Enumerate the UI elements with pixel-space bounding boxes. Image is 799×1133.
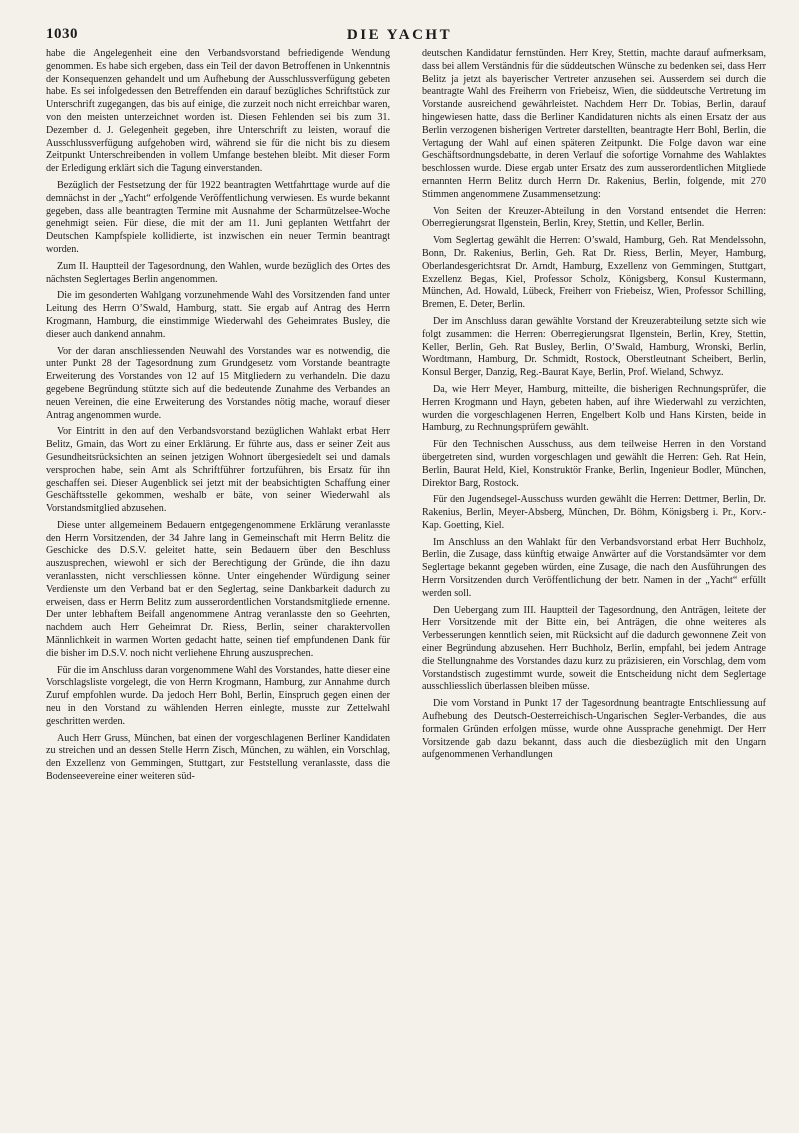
paragraph: Vom Seglertag gewählt die Herren: O’swald, Hamburg, Geh. Rat Mendelssohn, Bonn, Dr. Rakenius, Berlin, Geh. Rat Dr. Riess, Berlin, Meyer, Hamburg, Oberlandesgerichtsrat Dr. Arndt, Hamburg, Exzellenz von Gemmingen, Stuttgart, Exzellenz Begas, Kiel, Professor Scholz, Königsberg, Konsul Kustermann, München, Ad. Howald, Lübeck, Freiherr von Friebeisz, Wien, Professor Schilling, Bremen, E. Deter, Berlin. [422, 235, 766, 311]
paragraph: Die im gesonderten Wahlgang vorzunehmende Wahl des Vorsitzenden fand unter Leitung des Herrn O’Swald, Hamburg, statt. Sie ergab auf Antrag des Herrn Krogmann, Hamburg, die einstimmige Wiederwahl des Geheimrates Busley, die dieser auch dankend annahm. [46, 290, 390, 340]
text-columns [46, 48, 766, 1116]
left-column [46, 48, 390, 1116]
paragraph: Für den Jugendsegel-Ausschuss wurden gewählt die Herren: Dettmer, Berlin, Dr. Rakenius, Berlin, Meyer-Absberg, München, Dr. Böhm, Königsberg i. Pr., Korv.-Kap. Goetting, Kiel. [422, 494, 766, 531]
paragraph: Da, wie Herr Meyer, Hamburg, mitteilte, die bisherigen Rechnungsprüfer, die Herren Krogmann und Hayn, gebeten haben, auf ihre Wiederwahl zu verzichten, wurden die vorgeschlagenen Herren, Engelbert Kolb und Hans Kirsten, beide in Hamburg, zu Rechnungsprüfern gewählt. [422, 383, 766, 434]
paragraph: Vor Eintritt in den auf den Verbandsvorstand bezüglichen Wahlakt erbat Herr Belitz, Gmain, das Wort zu einer Erklärung. Er führte aus, dass er seiner Zeit aus Gesundheitsrücksichten an seinen jetzigen Wohnort übergesiedelt sei und damals versprochen habe, sein Amt als Schriftführer fortzuführen, bis Ersatz für ihn geschaffen sei. Dieser Augenblick sei jetzt mit der beabsichtigten Schaffung einer Geschäftsstelle gekommen, weshalb er bäte, von seiner Wiederwahl als Vorstandsmitglied abzusehen. [46, 426, 390, 515]
paragraph: Vor der daran anschliessenden Neuwahl des Vorstandes war es notwendig, die unter Punkt 28 der Tagesordnung zum Grundgesetz vom Vorstande beantragte Erweiterung des Vorstandes von 12 auf 15 Mitgliedern zu verhandeln. Die dazu gegebene Begründung stützte sich auf die bedeutende Zunahme des Verbandes an neuen Vereinen, die eine Erweiterung des Vorstandes nötig mache, worauf dieser Antrag angenommen wurde. [46, 345, 390, 421]
paragraph: Bezüglich der Festsetzung der für 1922 beantragten Wettfahrttage wurde auf die demnächst in der „Yacht“ erfolgende Veröffentlichung verwiesen. Es wurde bekannt gegeben, dass alle beantragten Termine mit Ausnahme der Scharmützelsee-Woche genehmigt seien. Für diese, die mit der am 11. Juni geplanten Wettfahrt der Deutschen Kampfspiele kollidierte, ist inzwischen ein neuer Termin beantragt worden. [46, 179, 390, 255]
paragraph: Den Uebergang zum III. Hauptteil der Tagesordnung, den Anträgen, leitete der Herr Vorsitzende mit der Bitte ein, bei Anträgen, die ohne weiteres als Verbesserungen kenntlich seien, mit Rücksicht auf die dadurch gewonnene Zeit von einer Begründung abzusehen. Herr Buchholz, Berlin, empfahl, bei jedem Antrage die Stellungnahme des Vorstandes dazu kurz zu präzisieren, ein Vorschlag, dem vom Vorstandstisch zugestimmt wurde, soweit die Entscheidung nicht dem Seglertage ausschliesslich überlassen bleiben müsse. [422, 604, 766, 693]
paragraph: Im Anschluss an den Wahlakt für den Verbandsvorstand erbat Herr Buchholz, Berlin, die Zusage, dass künftig etwaige Anwärter auf die Vorstandsämter vor dem Seglertage bekannt gegeben würden, eine Zusage, die nach den Ausführungen des Herrn Vorsitzenden durch Veröffentlichung der betr. Namen in der „Yacht“ erfüllt werden soll. [422, 536, 766, 599]
paragraph: Zum II. Hauptteil der Tagesordnung, den Wahlen, wurde bezüglich des Ortes des nächsten Seglertages Berlin angenommen. [46, 260, 390, 285]
paragraph: Die vom Vorstand in Punkt 17 der Tagesordnung beantragte Entschliessung auf Aufhebung des Deutsch-Oesterreichisch-Ungarischen Segler-Verbandes, die aus formalen Gründen erfolgen müsse, wurde ohne Aussprache genehmigt. Der Herr Vorsitzende gab dazu bekannt, dass auch die diesbezüglich mit den Ungarn aufgenommenen Verhandlungen [422, 698, 766, 761]
paragraph: Für den Technischen Ausschuss, aus dem teilweise Herren in den Vorstand übergetreten sind, wurden vorgeschlagen und gewählt die Herren: Geh. Rat Hein, Berlin, Baurat Held, Kiel, Konstruktör Franke, Berlin, Ingenieur Bodler, München, Direktor Barg, Rostock. [422, 439, 766, 489]
paragraph: Der im Anschluss daran gewählte Vorstand der Kreuzerabteilung setzte sich wie folgt zusammen: die Herren: Oberregierungsrat Ilgenstein, Berlin, Krey, Stettin, Keller, Berlin, Geh. Rat Busley, Berlin, O’Swald, Hamburg, Wronski, Berlin, Wordtmann, Hamburg, Dr. Schmidt, Rostock, Oberstleutnant Scheibert, Berlin, Konsul Berger, Danzig, Reg.-Baurat Kaye, Berlin, Prof. Wieland, Schwyz. [422, 315, 766, 379]
paragraph: habe die Angelegenheit eine den Verbandsvorstand befriedigende Wendung genommen. Es habe sich ergeben, dass ein Teil der davon Betroffenen in Unkenntnis der Konsequenzen gehandelt und um Aufhebung der Ausschlussverfügung gebeten habe. Es sei infolgedessen den Betreffenden ein darauf bezügliches Schriftstück zur Unterschrift zugegangen, das bis auf einige, die zurzeit noch nicht erreichbar waren, von den meisten unterzeichnet worden ist. Diesen Fehlenden sei bis zum 31. Dezember d. J. Gelegenheit gegeben, ihre Unterschrift zu leisten, worauf die Ausschlussverfügung aufgehoben wird, während sie für die nicht bis zu diesem Zeitpunkt Unterschreibenden in vollem Umfange bestehen bleibt. Mit dieser Form der Erledigung erklärt sich die Tagung einverstanden. [46, 48, 390, 175]
right-column [422, 48, 766, 1116]
page-number: 1030 [46, 26, 78, 42]
running-title: DIE YACHT [346, 27, 453, 43]
paragraph: Für die im Anschluss daran vorgenommene Wahl des Vorstandes, hatte dieser eine Vorschlagsliste vorgelegt, die von Herrn Krogmann, Hamburg, zur Annahme durch Zuruf empfohlen wurde. Da jedoch Herr Bohl, Berlin, Einspruch gegen einen der neu in den Vorstand zu wählenden Herren einlegte, musste zur Zettelwahl geschritten werden. [46, 664, 390, 727]
paragraph: deutschen Kandidatur fernstünden. Herr Krey, Stettin, machte darauf aufmerksam, dass bei allem Verständnis für die süddeutschen Wünsche zu bedenken sei, dass Herr Belitz ja jetzt als bayerischer Vertreter anzusehen sei. Ausserdem sei durch die beantragte Wahl des Freiherrn von Friebeisz, Wien, die süddeutsche Vertretung im Vorstande ausreichend gewährleistet. Nachdem Herr Dr. Tobias, Berlin, darauf hingewiesen hatte, dass die Berliner Kandidaturen nichts als einen Ersatz der aus Berlin verzogenen bisherigen Vertreter darstellten, beantragte Herr Bohl, Berlin, die Vertagung der Wahl auf einen späteren Zeitpunkt. Die Folge davon war eine Geschäftsordnungsdebatte, in deren Verlauf die sofortige Vornahme des Wahlaktes beschlossen wurde. Diese ergab unter Ersatz des zum ausserordentlichen Mitgliede ernannten Herrn Belitz durch Herrn Dr. Rakenius, Berlin, folgende, mit 270 Stimmen angenommene Zusammensetzung: [422, 48, 766, 200]
paragraph: Diese unter allgemeinem Bedauern entgegengenommene Erklärung veranlasste den Herrn Vorsitzenden, der 34 Jahre lang in Gemeinschaft mit Herrn Belitz die Geschicke des D.S.V. geleitet hatte, sein Bedauern über den Beschluss auszusprechen, wiewohl er sich der Berechtigung der Gründe, die ihn dazu veranlassten, nicht verschliessen könne. Unter eingehender Würdigung seiner Verdienste um den Verband bat er den Seglertag, seine Dankbarkeit dadurch zu erweisen, dass er Herrn Belitz zum ausserordentlichen Vorstandsmitgliede ernenne. Der unter lebhaftem Beifall angenommene Antrag veranlasste den so Geehrten, nachdem auch Herr Geheimrat Dr. Riess, Berlin, seiner charaktervollen Männlichkeit in warmen Worten gedacht hatte, seinen tief empfundenen Dank für die bisher im D.S.V. noch nicht verliehene Ehrung auszusprechen. [46, 519, 390, 659]
paragraph: Von Seiten der Kreuzer-Abteilung in den Vorstand entsendet die Herren: Oberregierungsrat Ilgenstein, Berlin, Krey, Stettin, und Keller, Berlin. [422, 205, 766, 230]
paragraph: Auch Herr Gruss, München, bat einen der vorgeschlagenen Berliner Kandidaten zu streichen und an dessen Stelle Herrn Zisch, München, zu wählen, ein Vorschlag, den Exzellenz von Gemmingen, Stuttgart, zur Feststellung veranlasste, dass die Bodenseevereine einer weiteren süd- [46, 732, 390, 783]
